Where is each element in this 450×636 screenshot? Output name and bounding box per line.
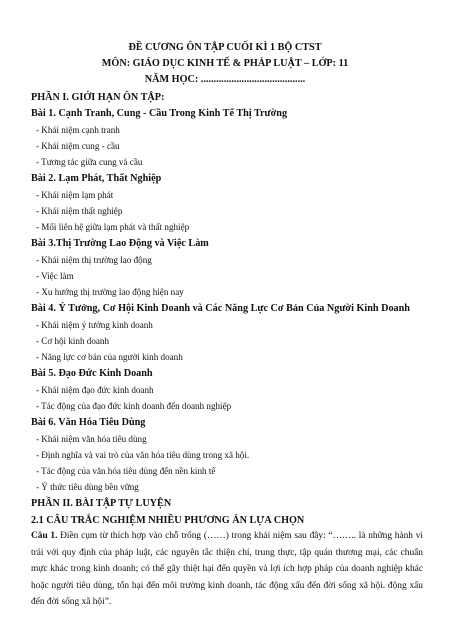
document-title: ĐỀ CƯƠNG ÔN TẬP CUỐI KÌ 1 BỘ CTST bbox=[128, 42, 322, 53]
lesson-2-item: - Mối liên hệ giữa lạm phát và thất nghiệp bbox=[36, 222, 190, 232]
lesson-1-item: - Khái niệm cạnh tranh bbox=[36, 125, 120, 135]
lesson-4-title: Bài 4. Ý Tưởng, Cơ Hội Kinh Doanh và Các Năng Lực Cơ Bản Của Người Kinh Doanh bbox=[31, 303, 410, 314]
lesson-4-item: - Khái niệm ý tưởng kinh doanh bbox=[36, 320, 153, 330]
lesson-1-item: - Tương tác giữa cung và cầu bbox=[36, 157, 143, 167]
lesson-2-title: Bài 2. Lạm Phát, Thất Nghiệp bbox=[31, 173, 162, 184]
lesson-5-item: - Tác động của đạo đức kinh doanh đến doanh nghiệp bbox=[36, 401, 232, 411]
question-1 bbox=[31, 528, 423, 611]
school-year-line: NĂM HỌC: ......................................... bbox=[144, 74, 306, 85]
lesson-6-item: - Định nghĩa và vai trò của văn hóa tiêu dùng trong xã hội. bbox=[36, 450, 250, 460]
lesson-5-item: - Khái niệm đạo đức kinh doanh bbox=[36, 385, 154, 395]
lesson-1-item: - Khái niệm cung - cầu bbox=[36, 141, 120, 151]
lesson-3-item: - Việc làm bbox=[36, 271, 74, 281]
part1-heading: PHẦN I. GIỚI HẠN ÔN TẬP: bbox=[31, 92, 165, 103]
lesson-6-title: Bài 6. Văn Hóa Tiêu Dùng bbox=[31, 417, 146, 428]
question-1-label: Câu 1. bbox=[31, 531, 58, 541]
lesson-2-item: - Khái niệm lạm phát bbox=[36, 190, 114, 200]
lesson-5-title: Bài 5. Đạo Đức Kinh Doanh bbox=[31, 368, 153, 379]
lesson-3-item: - Khái niệm thị trường lao động bbox=[36, 255, 152, 265]
subject-line: MÔN: GIÁO DỤC KINH TẾ & PHÁP LUẬT – LỚP: 11 bbox=[101, 58, 349, 69]
lesson-1-title: Bài 1. Cạnh Tranh, Cung - Cầu Trong Kinh Tế Thị Trường bbox=[31, 108, 288, 119]
lesson-4-item: - Cơ hội kinh doanh bbox=[36, 336, 110, 346]
section-2-1-heading: 2.1 CÂU TRẮC NGHIỆM NHIỀU PHƯƠNG ÁN LỰA CHỌN bbox=[31, 515, 305, 526]
lesson-6-item: - Khái niệm văn hóa tiêu dùng bbox=[36, 434, 147, 444]
lesson-3-title: Bài 3.Thị Trường Lao Động và Việc Làm bbox=[31, 238, 209, 249]
part2-heading: PHẦN II. BÀI TẬP TỰ LUYỆN bbox=[31, 498, 172, 509]
lesson-2-item: - Khái niệm thất nghiệp bbox=[36, 206, 123, 216]
question-1-text: Điền cụm từ thích hợp vào chỗ trống (……) trong khái niệm sau đây: “…….. là những hành vi trái với quy định của pháp luật, các nguyên tắc thiện chí, trung thực, tập quán thương mại, các chuẩn mực khác trong kinh doanh; có thể gây thiệt hại đến quyền và lợi ích hợp pháp của doanh nghiệp khác hoặc người tiêu dùng, tổn hại đến môi trường kinh doanh, tác động xấu đến đời sống xã hội. động xấu đến đời sống xã hội”. bbox=[31, 531, 423, 607]
lesson-6-item: - Ý thức tiêu dùng bền vững bbox=[36, 482, 139, 492]
lesson-4-item: - Năng lực cơ bản của người kinh doanh bbox=[36, 352, 183, 362]
lesson-6-item: - Tác động của văn hóa tiêu dùng đến nền kinh tế bbox=[36, 466, 216, 476]
lesson-3-item: - Xu hướng thị trường lao động hiện nay bbox=[36, 287, 184, 297]
